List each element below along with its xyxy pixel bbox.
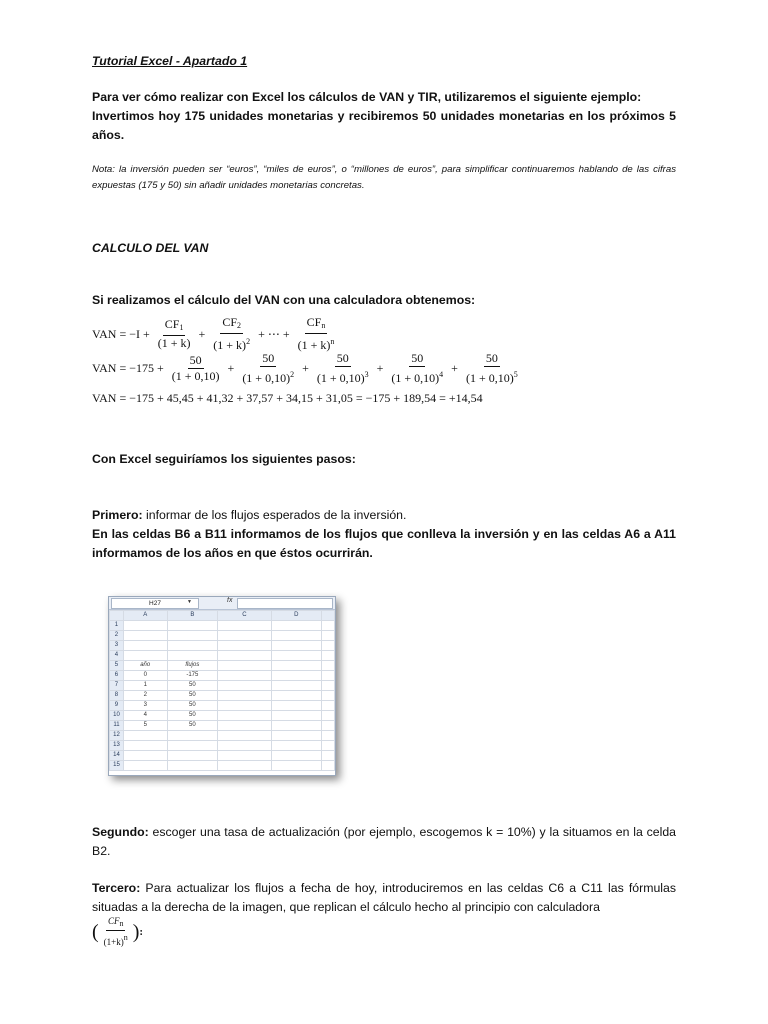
fraction: $\frac{CF_n}{(1 + k)^n}$ <box>297 315 335 352</box>
row-header: 12 <box>110 731 124 741</box>
cell-d <box>271 711 321 721</box>
cell-c <box>218 681 271 691</box>
cell-d <box>271 691 321 701</box>
select-all-corner <box>110 611 124 621</box>
table-row <box>110 761 335 771</box>
step3-inline-fraction: ( $\frac{\text{CFn}}{(1+k)n}$ ) : <box>92 916 144 947</box>
step3-text: Para actualizar los flujos a fecha de hoy, introduciremos en las celdas C6 a C11 las fórmulas situadas a la derecha de la imagen, que replican el cálculo hecho al principio con calculadora <box>92 881 676 914</box>
step3-label: Tercero: <box>92 881 141 895</box>
column-header: A <box>123 611 167 621</box>
row-header: 14 <box>110 751 124 761</box>
fraction: $\frac{50}{(1 + 0,10)^4}$ <box>391 351 444 385</box>
cell-e <box>322 721 335 731</box>
table-row <box>110 661 335 671</box>
step3-paragraph <box>92 879 676 917</box>
cell-c <box>218 661 271 671</box>
cell-d <box>271 621 321 631</box>
cell-d <box>271 731 321 741</box>
cell-d <box>271 661 321 671</box>
cell-d <box>271 701 321 711</box>
table-row <box>110 721 335 731</box>
formula-bar <box>109 597 335 610</box>
cell-e <box>322 661 335 671</box>
cell-e <box>322 691 335 701</box>
cell-e <box>322 671 335 681</box>
row-header: 2 <box>110 631 124 641</box>
cell-c <box>218 631 271 641</box>
cell-a <box>123 641 167 651</box>
row-header: 13 <box>110 741 124 751</box>
cell-d <box>271 681 321 691</box>
cell-b: 50 <box>167 691 218 701</box>
document-title: Tutorial Excel - Apartado 1 <box>92 54 248 68</box>
cell-b <box>167 731 218 741</box>
row-header: 3 <box>110 641 124 651</box>
row-header: 8 <box>110 691 124 701</box>
formula-result: −175 + 45,45 + 41,32 + 37,57 + 34,15 + 31,05 = −175 + 189,54 = +14,54 <box>129 391 483 405</box>
row-header: 11 <box>110 721 124 731</box>
column-header: D <box>271 611 321 621</box>
cell-e <box>322 701 335 711</box>
cell-a <box>123 751 167 761</box>
cell-a <box>123 741 167 751</box>
cell-e <box>322 681 335 691</box>
cell-b <box>167 761 218 771</box>
fraction: $\frac{CF_2}{(1 + k)^2}$ <box>213 315 251 352</box>
step1-label: Primero: <box>92 508 143 522</box>
cell-d <box>271 651 321 661</box>
cell-e <box>322 651 335 661</box>
fraction: $\frac{50}{(1 + 0,10)}$ <box>171 353 220 383</box>
formula-lhs: VAN = <box>92 391 127 405</box>
cell-a: 1 <box>123 681 167 691</box>
cell-a: 4 <box>123 711 167 721</box>
cell-c <box>218 701 271 711</box>
formula-input <box>237 598 333 609</box>
table-row <box>110 701 335 711</box>
van-result-formula <box>92 391 486 406</box>
cell-c <box>218 711 271 721</box>
row-header: 6 <box>110 671 124 681</box>
cell-e <box>322 641 335 651</box>
table-row <box>110 691 335 701</box>
fraction: $\frac{50}{(1 + 0,10)^2}$ <box>242 351 295 385</box>
row-header: 15 <box>110 761 124 771</box>
cell-a <box>123 651 167 661</box>
formula-lead: −I + <box>129 326 150 341</box>
name-box: H27 <box>111 598 199 609</box>
cell-c <box>218 751 271 761</box>
cell-d <box>271 751 321 761</box>
cell-a: año <box>123 661 167 671</box>
cell-d <box>271 721 321 731</box>
cell-c <box>218 741 271 751</box>
cell-b <box>167 741 218 751</box>
formula-ellipsis: + ⋯ + <box>258 326 290 341</box>
column-header: B <box>167 611 218 621</box>
cell-e <box>322 741 335 751</box>
table-row <box>110 651 335 661</box>
cell-b: 50 <box>167 711 218 721</box>
step2-label: Segundo: <box>92 825 149 839</box>
cell-c <box>218 671 271 681</box>
spreadsheet-screenshot <box>108 596 336 776</box>
formula-lhs: VAN = <box>92 361 127 375</box>
cell-a: 3 <box>123 701 167 711</box>
fraction: $\frac{50}{(1 + 0,10)^5}$ <box>465 351 518 385</box>
cell-b: 50 <box>167 721 218 731</box>
cell-c <box>218 691 271 701</box>
section-heading: CALCULO DEL VAN <box>92 241 209 255</box>
cell-c <box>218 621 271 631</box>
cell-a: 0 <box>123 671 167 681</box>
calc-intro: Si realizamos el cálculo del VAN con una calculadora obtenemos: <box>92 293 476 307</box>
cell-d <box>271 671 321 681</box>
cell-b <box>167 641 218 651</box>
row-header: 7 <box>110 681 124 691</box>
cell-e <box>322 731 335 741</box>
cell-c <box>218 641 271 651</box>
table-row <box>110 681 335 691</box>
cell-b: -175 <box>167 671 218 681</box>
cell-b <box>167 631 218 641</box>
fraction: $\frac{\text{CFn}}{(1+k)n}$ <box>103 916 128 947</box>
cell-a <box>123 631 167 641</box>
fraction: $\frac{CF_1}{(1 + k)}$ <box>157 317 191 350</box>
cell-e <box>322 761 335 771</box>
step2-text: escoger una tasa de actualización (por ejemplo, escogemos k = 10%) y la situamos en la celda B2. <box>92 825 676 858</box>
cell-d <box>271 641 321 651</box>
cell-d <box>271 631 321 641</box>
cell-a <box>123 761 167 771</box>
cell-a: 5 <box>123 721 167 731</box>
row-header: 1 <box>110 621 124 631</box>
cell-b: 50 <box>167 701 218 711</box>
cell-b <box>167 651 218 661</box>
step1-text: informar de los flujos esperados de la inversión. <box>142 508 407 522</box>
note-paragraph: Nota: la inversión pueden ser “euros”, “miles de euros”, o “millones de euros”, para simplificar continuaremos hablando de las cifras expuestas (175 y 50) sin añadir unidades monetarias concretas. <box>92 164 676 191</box>
intro-line-1: Para ver cómo realizar con Excel los cálculos de VAN y TIR, utilizaremos el siguiente ejemplo: <box>92 90 642 104</box>
fraction: $\frac{50}{(1 + 0,10)^3}$ <box>316 351 369 385</box>
cell-e <box>322 751 335 761</box>
cell-c <box>218 761 271 771</box>
formula-lead: −175 + <box>129 361 164 375</box>
fx-icon: fx <box>227 597 233 604</box>
cell-b <box>167 621 218 631</box>
row-header: 4 <box>110 651 124 661</box>
cell-b: 50 <box>167 681 218 691</box>
step1-heading <box>92 506 676 525</box>
step2-paragraph <box>92 823 676 861</box>
table-row <box>110 711 335 721</box>
cell-a <box>123 621 167 631</box>
cell-c <box>218 651 271 661</box>
cell-d <box>271 741 321 751</box>
cell-c <box>218 721 271 731</box>
table-row <box>110 621 335 631</box>
column-header-row <box>110 611 335 621</box>
table-row <box>110 731 335 741</box>
row-header: 5 <box>110 661 124 671</box>
excel-intro: Con Excel seguiríamos los siguientes pasos: <box>92 452 356 466</box>
cell-e <box>322 711 335 721</box>
table-row <box>110 741 335 751</box>
table-row <box>110 641 335 651</box>
formula-lhs: VAN = <box>92 326 127 341</box>
van-numeric-formula: VAN = −175 + $\frac{50}{(1 + 0,10)}$ + $\frac{50}{(1 + 0,10)^2}$ + $\frac{50}{(1 + 0,10)^3}$ + $\frac{50}{(1 + 0,10)^4}$ + $\frac{50}{(1 + 0,10)^5}$ <box>92 351 518 385</box>
table-row <box>110 751 335 761</box>
chevron-down-icon: ▼ <box>187 599 192 605</box>
cell-c <box>218 731 271 741</box>
cell-d <box>271 761 321 771</box>
row-header: 9 <box>110 701 124 711</box>
spreadsheet-grid <box>109 610 335 771</box>
table-row <box>110 631 335 641</box>
step1-detail: En las celdas B6 a B11 informamos de los flujos que conlleva la inversión y en las celdas A6 a A11 informamos de los años en que éstos ocurrirán. <box>92 527 676 560</box>
intro-line-2: Invertimos hoy 175 unidades monetarias y recibiremos 50 unidades monetarias en los próximos 5 años. <box>92 109 676 142</box>
column-header: C <box>218 611 271 621</box>
cell-e <box>322 631 335 641</box>
row-header: 10 <box>110 711 124 721</box>
cell-a <box>123 731 167 741</box>
van-general-formula: VAN = −I + $\frac{CF_1}{(1 + k)}$ + $\frac{CF_2}{(1 + k)^2}$ + ⋯ + $\frac{CF_n}{(1 + k)^n}$ <box>92 315 335 352</box>
cell-b: flujos <box>167 661 218 671</box>
table-row <box>110 671 335 681</box>
cell-b <box>167 751 218 761</box>
cell-a: 2 <box>123 691 167 701</box>
cell-e <box>322 621 335 631</box>
